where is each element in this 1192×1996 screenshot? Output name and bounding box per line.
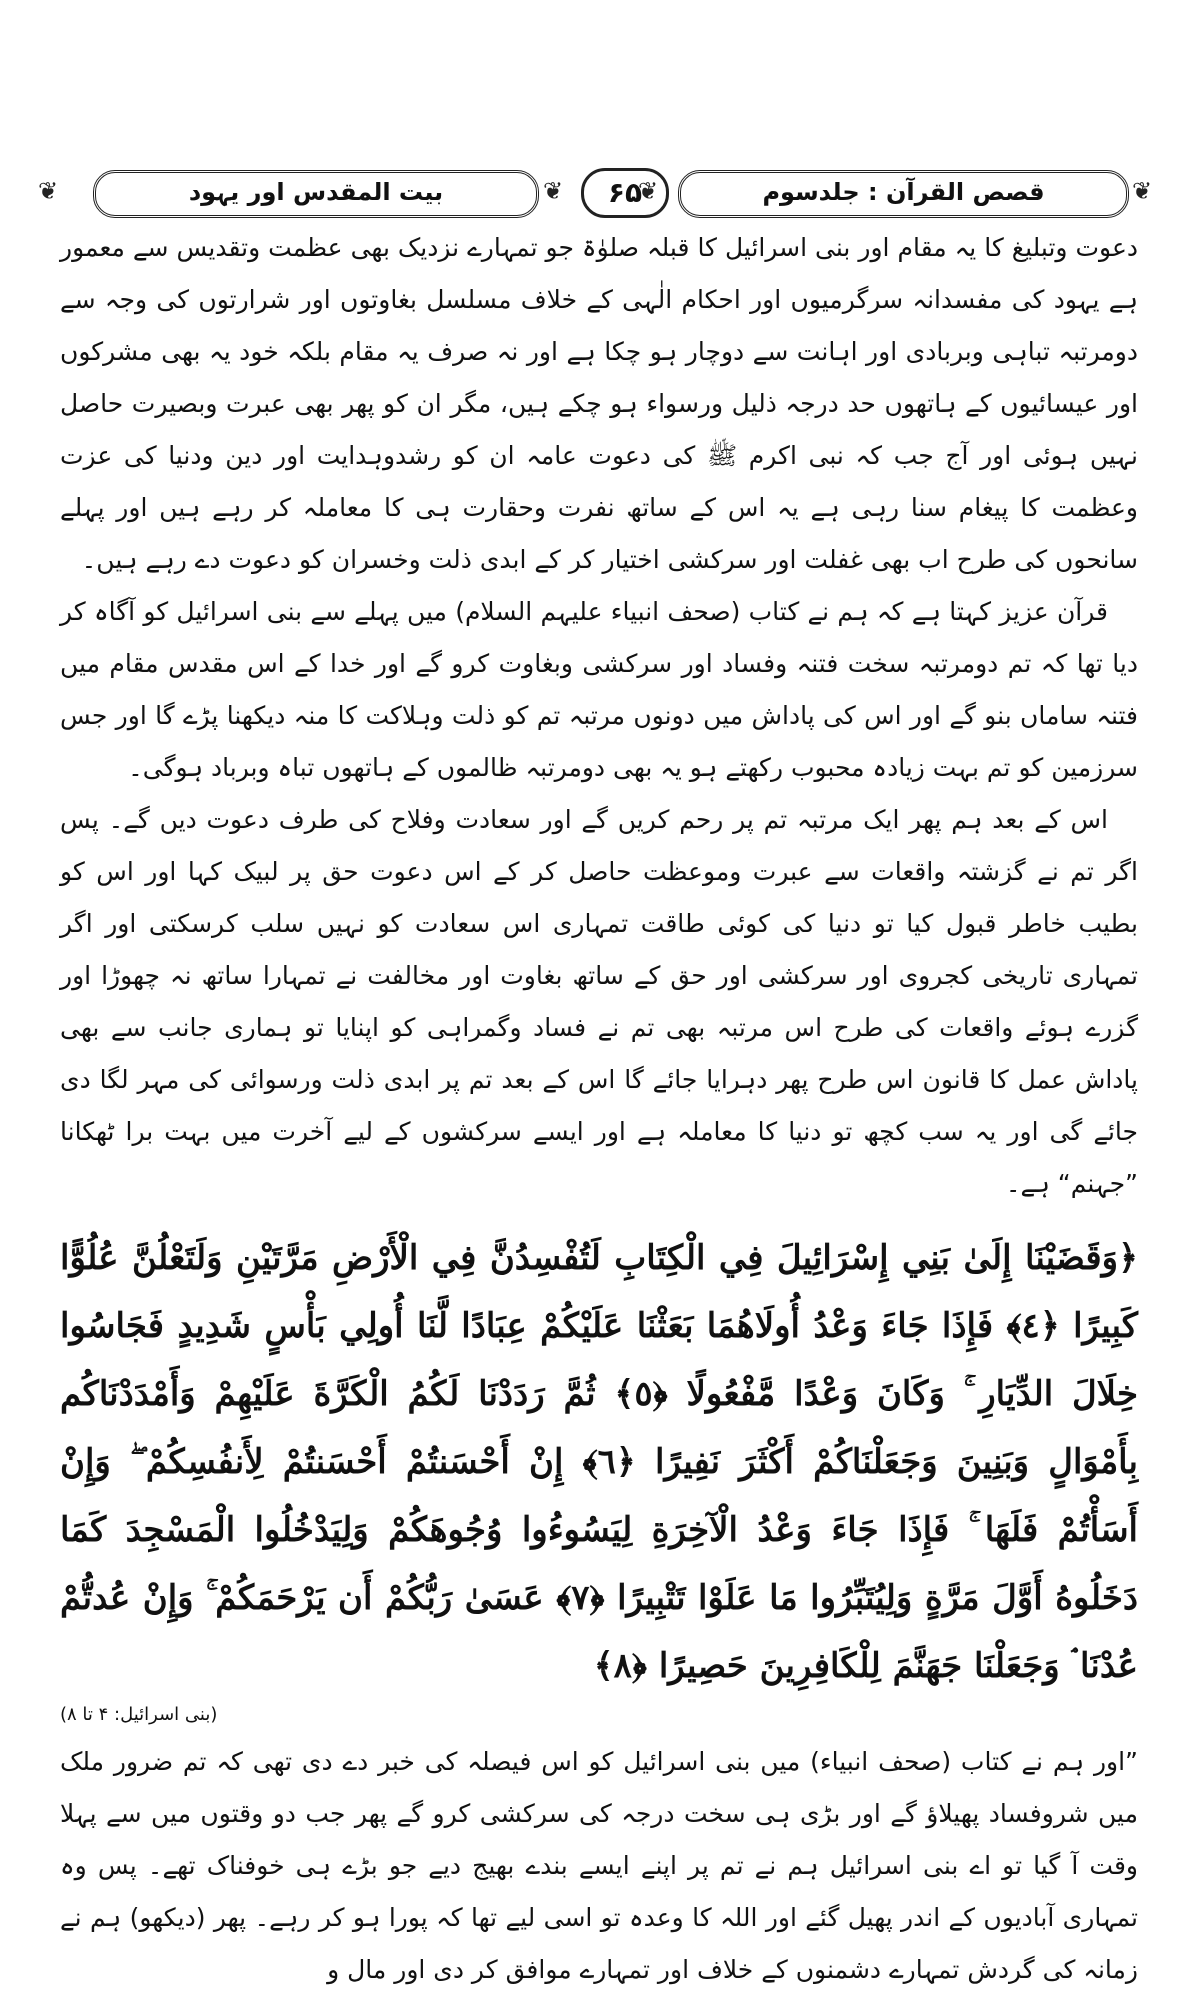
mid-left-ornament-icon: ❦ — [543, 177, 564, 205]
page-header — [38, 170, 1154, 214]
right-ornament-icon: ❦ — [1132, 177, 1153, 205]
page-number: ۶۵ — [581, 168, 669, 218]
paragraph-1: دعوت وتبلیغ کا یہ مقام اور بنی اسرائیل کا قبلہ صلوٰۃ جو تمہارے نزدیک بھی عظمت وتقدیس سے معمور ہے یہود کی مفسدانہ سرگرمیوں اور احکام الٰہی کے خلاف مسلسل بغاوتوں اور شرارتوں کی وجہ سے دومرتبہ تباہی وبربادی اور اہانت سے دوچار ہو چکا ہے اور نہ صرف یہ مقام بلکہ خود یہ بھی مشرکوں اور عیسائیوں کے ہاتھوں حد درجہ ذلیل ورسواء ہو چکے ہیں، مگر ان کو پھر بھی عبرت وبصیرت حاصل نہیں ہوئی اور آج جب کہ نبی اکرم ﷺ کی دعوت عامہ ان کو رشدوہدایت اور دین ودنیا کی عزت وعظمت کا پیغام سنا رہی ہے یہ اس کے ساتھ نفرت وحقارت ہی کا معاملہ کر رہے ہیں اور پہلے سانحوں کی طرح اب بھی غفلت اور سرکشی اختیار کر کے ابدی ذلت وخسران کو دعوت دے رہے ہیں۔ — [60, 233, 1138, 574]
page-body — [60, 222, 1138, 1996]
header-right-frame — [678, 170, 1129, 218]
header-left-frame — [93, 170, 539, 218]
quran-verse-block — [60, 1224, 1138, 1730]
book-title: قصص القرآن : جلدسوم — [762, 178, 1045, 206]
verse-reference: (بنی اسرائیل: ۴ تا ۸) — [60, 1704, 218, 1725]
chapter-title: بیت المقدس اور یہود — [188, 178, 444, 206]
paragraph-3: اس کے بعد ہم پھر ایک مرتبہ تم پر رحم کریں گے اور سعادت وفلاح کی طرف دعوت دیں گے۔ پس اگر تم نے گزشتہ واقعات سے عبرت وموعظت حاصل کر کے اس دعوت حق پر لبیک کہا اور اس کو بطیب خاطر قبول کیا تو دنیا کی کوئی طاقت تمہاری اس سعادت کو نہیں سلب کرسکتی اور اگر تمہاری تاریخی کجروی اور سرکشی اور حق کے ساتھ بغاوت اور مخالفت نے تمہارا ساتھ نہ چھوڑا اور گزرے ہوئے واقعات کی طرح اس مرتبہ بھی تم نے فساد وگمراہی کو اپنایا تو ہماری جانب سے بھی پاداش عمل کا قانون اس طرح پھر دہرایا جائے گا اس کے بعد تم پر ابدی ذلت ورسوائی کی مہر لگا دی جائے گی اور یہ سب کچھ تو دنیا کا معاملہ ہے اور ایسے سرکشوں کے لیے آخرت میں بہت برا ٹھکانا ”جہنم“ ہے۔ — [60, 805, 1138, 1198]
paragraph-2: قرآن عزیز کہتا ہے کہ ہم نے کتاب (صحف انبیاء علیہم السلام) میں پہلے سے بنی اسرائیل کو آگاہ کر دیا تھا کہ تم دومرتبہ سخت فتنہ وفساد اور سرکشی وبغاوت کرو گے اور خدا کے اس مقدس مقام میں فتنہ ساماں بنو گے اور اس کی پاداش میں دونوں مرتبہ تم کو ذلت وہلاکت کا منہ دیکھنا پڑے گا اور جس سرزمین کو تم بہت زیادہ محبوب رکھتے ہو یہ بھی دومرتبہ ظالموں کے ہاتھوں تباہ وبرباد ہوگی۔ — [60, 597, 1138, 782]
verse-translation: ”اور ہم نے کتاب (صحف انبیاء) میں بنی اسرائیل کو اس فیصلہ کی خبر دے دی تھی کہ تم ضرور ملک میں شروفساد پھیلاؤ گے اور بڑی ہی سخت درجہ کی سرکشی کرو گے پھر جب دو وقتوں میں سے پہلا وقت آ گیا تو اے بنی اسرائیل ہم نے تم پر اپنے ایسے بندے بھیج دیے جو بڑے ہی خوفناک تھے۔ پس وہ تمہاری آبادیوں کے اندر پھیل گئے اور اللہ کا وعدہ تو اسی لیے تھا کہ پورا ہو کر رہے۔ پھر (دیکھو) ہم نے زمانہ کی گردش تمہارے دشمنوں کے خلاف اور تمہارے موافق کر دی اور مال و — [60, 1747, 1138, 1984]
quran-verse: ﴿وَقَضَيْنَا إِلَىٰ بَنِي إِسْرَائِيلَ فِي الْكِتَابِ لَتُفْسِدُنَّ فِي الْأَرْضِ مَرَّتَيْنِ وَلَتَعْلُنَّ عُلُوًّا كَبِيرًا ﴿٤﴾ فَإِذَا جَاءَ وَعْدُ أُولَاهُمَا بَعَثْنَا عَلَيْكُمْ عِبَادًا لَّنَا أُولِي بَأْسٍ شَدِيدٍ فَجَاسُوا خِلَالَ الدِّيَارِ ۚ وَكَانَ وَعْدًا مَّفْعُولًا ﴿٥﴾ ثُمَّ رَدَدْنَا لَكُمُ الْكَرَّةَ عَلَيْهِمْ وَأَمْدَدْنَاكُم بِأَمْوَالٍ وَبَنِينَ وَجَعَلْنَاكُمْ أَكْثَرَ نَفِيرًا ﴿٦﴾ إِنْ أَحْسَنتُمْ أَحْسَنتُمْ لِأَنفُسِكُمْ ۖ وَإِنْ أَسَأْتُمْ فَلَهَا ۚ فَإِذَا جَاءَ وَعْدُ الْآخِرَةِ لِيَسُوءُوا وُجُوهَكُمْ وَلِيَدْخُلُوا الْمَسْجِدَ كَمَا دَخَلُوهُ أَوَّلَ مَرَّةٍ وَلِيُتَبِّرُوا مَا عَلَوْا تَتْبِيرًا ﴿٧﴾ عَسَىٰ رَبُّكُمْ أَن يَرْحَمَكُمْ ۚ وَإِنْ عُدتُّمْ عُدْنَا ۘ وَجَعَلْنَا جَهَنَّمَ لِلْكَافِرِينَ حَصِيرًا ﴿٨﴾ — [60, 1238, 1138, 1686]
left-ornament-icon: ❦ — [38, 177, 59, 205]
mid-right-ornament-icon: ❦ — [638, 177, 659, 205]
